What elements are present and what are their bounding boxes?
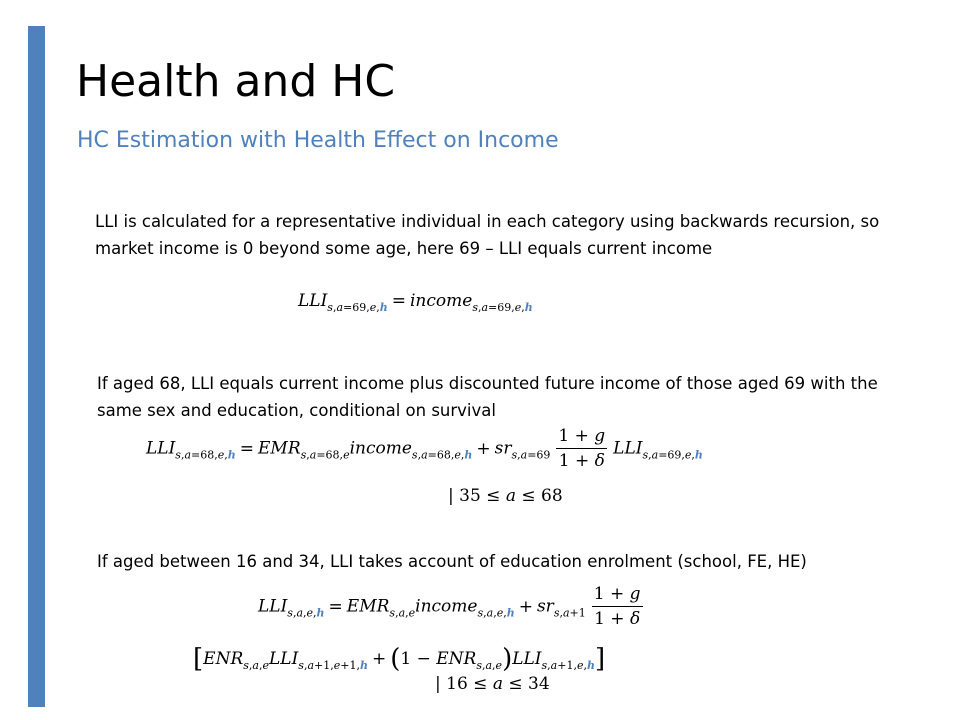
paragraph-backwards-recursion: LLI is calculated for a representative individual in each category using backwards recursion, so market income is 0 beyond some age, here 69 – LLI equals current income	[95, 212, 880, 258]
discount-fraction: $\frac{1 + g}{1 + \delta}$	[558, 426, 606, 471]
condition-16-34: | 16 ≤ a ≤ 34	[435, 674, 550, 694]
paragraph-age-68: If aged 68, LLI equals current income plus discounted future income of those aged 69 with the same sex and education, conditional on survival	[97, 374, 878, 420]
slide-subtitle: HC Estimation with Health Effect on Income	[77, 128, 559, 153]
accent-bar	[28, 26, 45, 707]
equation-age-68: $LLI_{s,a=68,e,h}$ = $EMR_{s,a=68,e}income_{s,a=68,e,h} + sr_{s,a=69}$ $\frac{1 + g}{1 + \delta}$ $LLI_{s,a=69,e,h}$	[146, 426, 703, 471]
equation-age-16-34: $LLI_{s,a,e,h}$ = $EMR_{s,a,e}income_{s,a,e,h} + sr_{s,a+1}$ $\frac{1 + g}{1 + \delta}$	[258, 584, 641, 629]
slide-title: Health and HC	[76, 56, 396, 107]
equation-age-69: $LLI_{s,a=69,e,h}$ = income$_{s,a=69,e,h}$	[298, 291, 533, 314]
discount-fraction: $\frac{1 + g}{1 + \delta}$	[593, 584, 641, 629]
condition-35-68: | 35 ≤ a ≤ 68	[448, 486, 563, 506]
paragraph-age-16-34: If aged between 16 and 34, LLI takes account of education enrolment (school, FE, HE)	[97, 552, 807, 571]
equation-enrolment-bracket: $[ENR_{s,a,e}LLI_{s,a+1,e+1,h} + (1 - ENR_{s,a,e})LLI_{s,a+1,e,h}]$	[193, 644, 606, 674]
